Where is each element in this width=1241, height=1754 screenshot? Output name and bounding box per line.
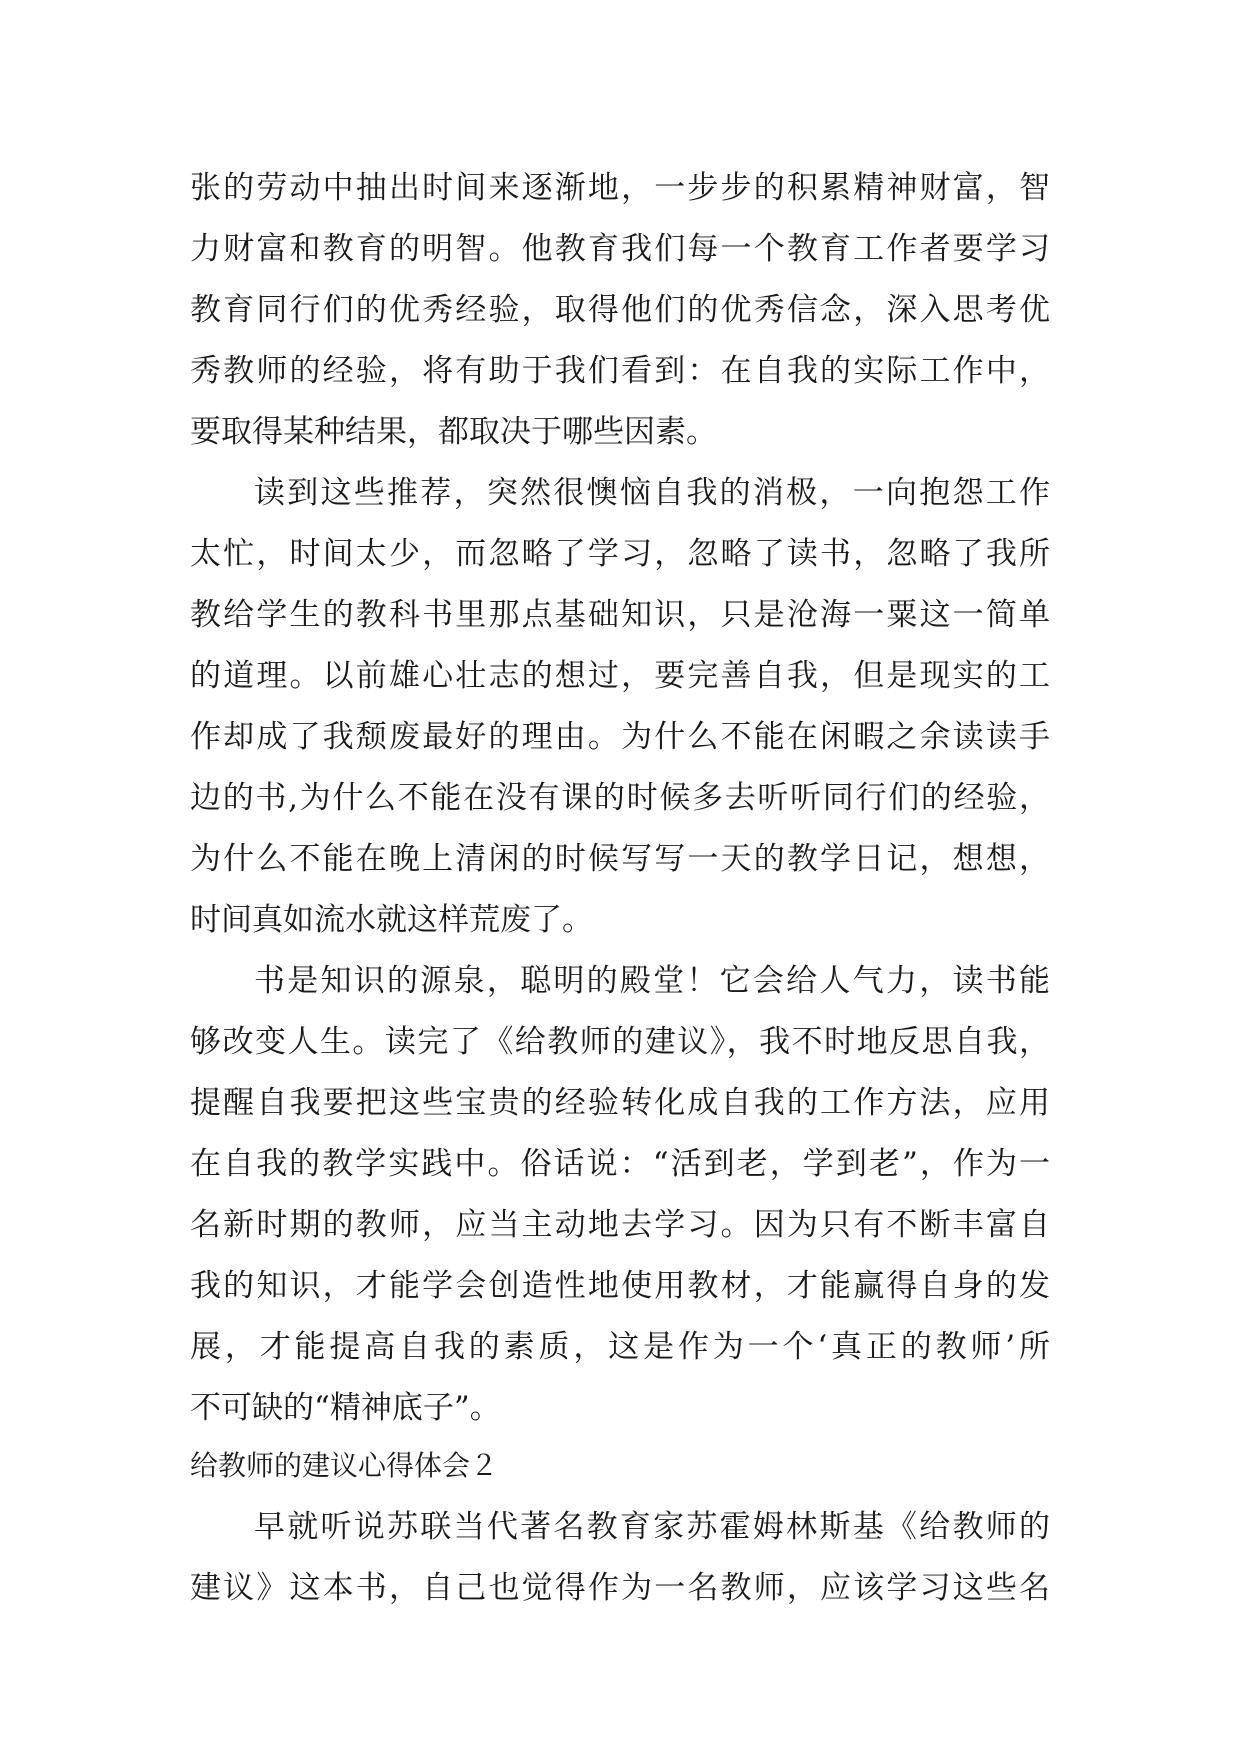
paragraph-line: 提醒自我要把这些宝贵的经验转化成自我的工作方法，应用	[190, 1085, 1050, 1121]
paragraph-line: 在自我的教学实践中。俗话说：“活到老，学到老”，作为一	[190, 1146, 1050, 1182]
paragraph-line: 秀教师的经验，将有助于我们看到：在自我的实际工作中，	[190, 353, 1050, 389]
paragraph-line: 的道理。以前雄心壮志的想过，要完善自我，但是现实的工	[190, 658, 1050, 694]
paragraph-line: 力财富和教育的明智。他教育我们每一个教育工作者要学习	[190, 231, 1050, 267]
paragraph-line: 展，才能提高自我的素质，这是作为一个‘真正的教师’所	[190, 1329, 1050, 1365]
paragraph-line: 为什么不能在晚上清闲的时候写写一天的教学日记，想想，	[190, 841, 1050, 877]
paragraph-line: 作却成了我颓废最好的理由。为什么不能在闲暇之余读读手	[190, 719, 1050, 755]
paragraph-line: 教育同行们的优秀经验，取得他们的优秀信念，深入思考优	[190, 292, 1050, 328]
paragraph-line: 不可缺的“精神底子”。	[190, 1390, 501, 1426]
paragraph-line: 名新时期的教师，应当主动地去学习。因为只有不断丰富自	[190, 1207, 1050, 1243]
paragraph-line: 读到这些推荐，突然很懊恼自我的消极，一向抱怨工作	[254, 475, 1050, 511]
paragraph-line: 边的书,为什么不能在没有课的时候多去听听同行们的经验，	[190, 780, 1050, 816]
paragraph-line: 早就听说苏联当代著名教育家苏霍姆林斯基《给教师的	[254, 1509, 1050, 1545]
paragraph-line: 时间真如流水就这样荒废了。	[190, 902, 593, 938]
section-heading: 给教师的建议心得体会２	[190, 1449, 499, 1482]
paragraph-line: 我的知识，才能学会创造性地使用教材，才能赢得自身的发	[190, 1268, 1050, 1304]
paragraph-line: 够改变人生。读完了《给教师的建议》，我不时地反思自我，	[190, 1024, 1050, 1060]
paragraph-line: 张的劳动中抽出时间来逐渐地，一步步的积累精神财富，智	[190, 170, 1050, 206]
paragraph-line: 教给学生的教科书里那点基础知识，只是沧海一粟这一简单	[190, 597, 1050, 633]
paragraph-line: 太忙，时间太少，而忽略了学习，忽略了读书，忽略了我所	[190, 536, 1050, 572]
paragraph-line: 要取得某种结果，都取决于哪些因素。	[190, 414, 717, 450]
paragraph-line: 建议》这本书，自己也觉得作为一名教师，应该学习这些名	[190, 1570, 1050, 1606]
paragraph-line: 书是知识的源泉，聪明的殿堂！它会给人气力，读书能	[254, 963, 1050, 999]
